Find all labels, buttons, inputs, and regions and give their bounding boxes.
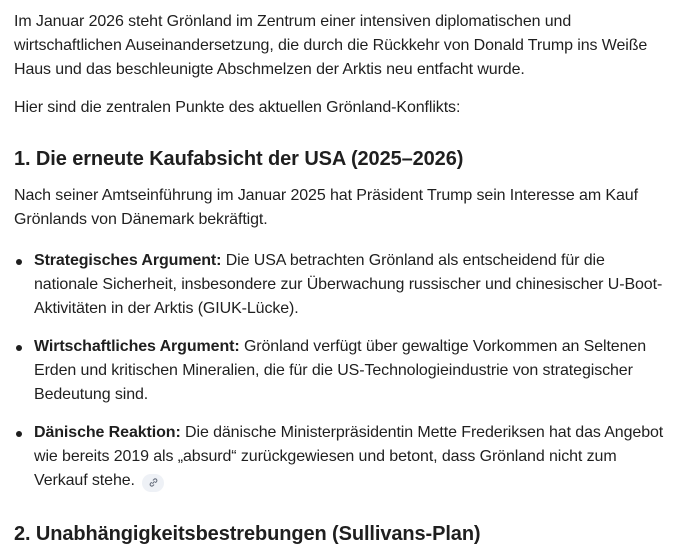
section-heading-2: 2. Unabhängigkeitsbestrebungen (Sullivans-Plan): [14, 523, 481, 545]
bullet-label: Dänische Reaktion:: [34, 424, 181, 441]
list-item: [14, 249, 666, 321]
response-content: [14, 10, 666, 547]
bullet-label: Wirtschaftliches Argument:: [34, 338, 240, 355]
bullet-text: Die USA betrachten Grönland als entscheidend für die nationale Sicherheit, insbesondere zur Überwachung russischer und chinesischer U-Boot-Aktivitäten in der Arktis (GIUK-Lücke).: [34, 252, 663, 317]
bullet-text: Grönland verfügt über gewaltige Vorkommen an Seltenen Erden und kritischen Mineralien, die für die US-Technologieindustrie von strategischer Bedeutung sind.: [34, 338, 646, 403]
bullet-dot: [16, 345, 22, 351]
bullet-text: Die dänische Ministerpräsidentin Mette Frederiksen hat das Angebot wie bereits 2019 als „absurd“ zurückgewiesen und betont, dass Grönland nicht zum Verkauf stehe.: [34, 424, 664, 489]
lead-paragraph: Hier sind die zentralen Punkte des aktuellen Grönland-Konflikts:: [14, 99, 461, 116]
bullet-dot: [16, 259, 22, 265]
bullet-label: Strategisches Argument:: [34, 252, 222, 269]
bullet-dot: [16, 431, 22, 437]
link-icon: [148, 477, 159, 488]
list-item: [14, 421, 666, 493]
list-item: [14, 335, 666, 407]
section-heading-1: 1. Die erneute Kaufabsicht der USA (2025–2026): [14, 148, 464, 170]
intro-paragraph: Im Januar 2026 steht Grönland im Zentrum einer intensiven diplomatischen und wirtschaftlichen Auseinandersetzung, die durch die Rückkehr von Donald Trump ins Weiße Haus und das beschleunigte Abschmelzen der Arktis neu entfacht wurde.: [14, 13, 648, 78]
section-1-intro: Nach seiner Amtseinführung im Januar 2025 hat Präsident Trump sein Interesse am Kauf Grönlands von Dänemark bekräftigt.: [14, 187, 638, 228]
bullet-list: [14, 249, 666, 493]
source-link-button[interactable]: [142, 474, 164, 492]
